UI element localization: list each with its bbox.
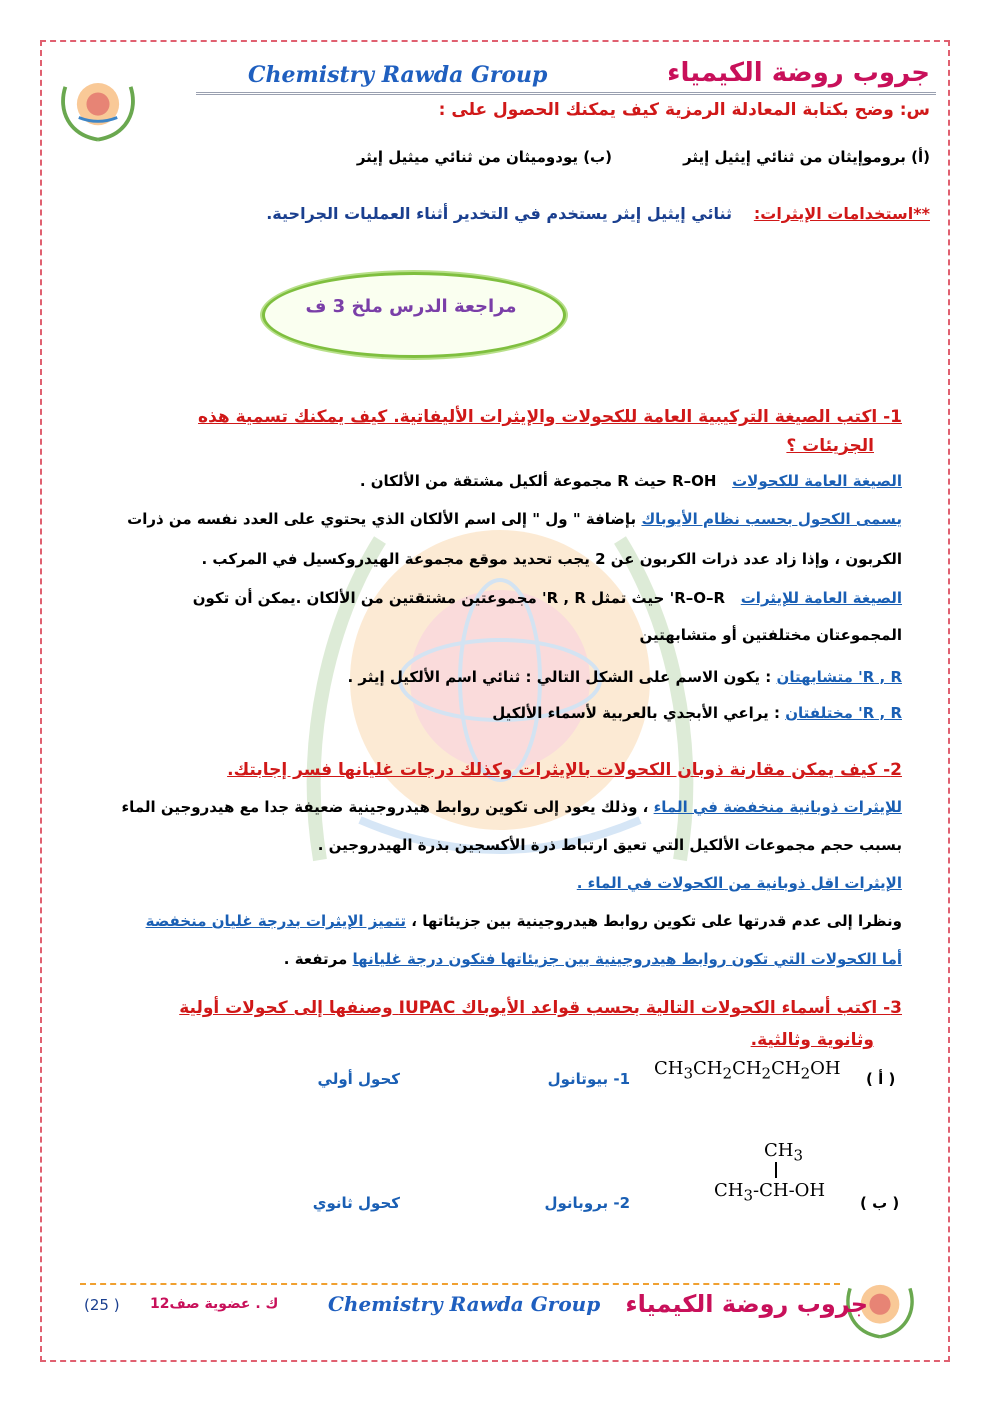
footer-course: ك . عضوية صف12	[150, 1296, 279, 1312]
q2-p2-text: الإيثرات اقل ذوبانية من الكحولات في الماء .	[576, 874, 902, 892]
q2-title: 2- كيف يمكن مقارنة ذوبان الكحولات بالإيثرات وكذلك درجات غليانها فسر إجابتك.	[227, 760, 902, 780]
q3-b-name: 2- بروبانول	[544, 1194, 630, 1212]
uses-text: ثنائي إيثيل إيثر يستخدم في التخدير أثناء العمليات الجراحية.	[266, 204, 732, 223]
footer-brand-ar: جروب روضة الكيمياء	[625, 1290, 868, 1318]
header-question: س: وضح بكتابة المعادلة الرمزية كيف يمكنك الحصول على :	[438, 100, 930, 120]
q3-title: 3- اكتب أسماء الكحولات التالية بحسب قواعد الأيوباك IUPAC وصنفها إلى كحولات أولية	[179, 998, 902, 1018]
naming-text: بإضافة " ول " إلى اسم الألكان الذي يحتوي على العدد نفسه من ذرات	[127, 510, 637, 528]
q3-b-ch3-top: $CH_3$	[764, 1140, 804, 1165]
ether-formula: R–O–R'	[669, 589, 726, 607]
same-groups-label: R , R' متشابهتان	[776, 668, 902, 686]
header-brand-en: Chemistry Rawda Group	[248, 62, 548, 88]
group-logo-icon	[50, 58, 146, 154]
q1-naming-line	[96, 510, 902, 528]
q2-p4-link: أما الكحولات التي تكون روابط هيدروجينية بين جزيئاتها فتكون درجة غليانها	[352, 950, 902, 968]
q2-p1	[96, 798, 902, 816]
q3-a-class: كحول أولي	[317, 1070, 400, 1088]
q1-title: 1- اكتب الصيغة التركيبية العامة للكحولات والإيثرات الأليفاتية. كيف يمكنك تسمية هذه	[198, 407, 902, 427]
q2-p3-link: تتميز الإيثرات بدرجة غليان منخفضة	[145, 912, 407, 930]
q1-alcohol-line	[96, 472, 902, 490]
q2-p1-line2: بسبب حجم مجموعات الألكيل التي تعيق ارتباط ذرة الأكسجين بذرة الهيدروجين .	[317, 836, 902, 854]
alcohol-formula-label: الصيغة العامة للكحولات	[732, 472, 902, 490]
ether-formula-label: الصيغة العامة للإيثرات	[740, 589, 902, 607]
diff-groups-text: : يراعي الأبجدي بالعربية لأسماء الألكيل	[492, 704, 780, 722]
footer-divider	[80, 1283, 840, 1285]
naming-label: يسمى الكحول بحسب نظام الأيوباك	[641, 510, 902, 528]
q1-title-cont: الجزيئات ؟	[786, 436, 874, 456]
q2-p1-text: ، وذلك يعود إلى تكوين روابط هيدروجينية ضعيفة جدا مع هيدروجين الماء	[121, 798, 649, 816]
q3-a-name: 1- بيوتانول	[547, 1070, 630, 1088]
q3-b-class: كحول ثانوي	[312, 1194, 400, 1212]
q3-title-cont: وثانوية وثالثية.	[750, 1030, 874, 1050]
header-divider	[196, 92, 936, 95]
q2-p4-text: مرتفعة .	[283, 950, 348, 968]
q2-p4	[96, 950, 902, 968]
q1-ether-line	[96, 589, 902, 607]
page-number: (25 )	[84, 1296, 120, 1314]
alcohol-formula: R–OH	[672, 472, 717, 490]
q3-a-formula: $CH_3CH_2CH_2CH_2OH$	[654, 1058, 841, 1083]
alcohol-formula-text: حيث R مجموعة ألكيل مشتقة من الألكان .	[359, 472, 667, 490]
review-title: مراجعة الدرس ملخ 3 ف	[305, 296, 517, 317]
footer-brand-en: Chemistry Rawda Group	[328, 1292, 601, 1316]
q3-b-tag: ( ب )	[860, 1194, 900, 1212]
q2-p1-label: للإيثرات ذوبانية منخفضة في الماء	[653, 798, 902, 816]
ether-formula-text: حيث تمثل R , R' مجموعتين مشتقتين من الألكان .يمكن أن تكون	[192, 589, 665, 607]
q3-b-formula: $CH_3-CH-OH$	[714, 1180, 826, 1205]
q2-p3-text: ونظرا إلى عدم قدرتها على تكوين روابط هيدروجينية بين جزيئاتها ،	[411, 912, 902, 930]
q1-naming-line2: الكربون ، وإذا زاد عدد ذرات الكربون عن 2 يجب تحديد موقع مجموعة الهيدروكسيل في المركب .	[201, 550, 902, 568]
item-a: (أ) بروموإيثان من ثنائي إيثيل إيثر	[683, 148, 930, 166]
q1-same-line	[96, 668, 902, 686]
q1-diff-line	[96, 704, 902, 722]
q3-a-tag: ( أ )	[866, 1070, 896, 1088]
q1-ether-line2: المجموعتان مختلفتين أو متشابهتين	[639, 626, 902, 644]
q3-b-bond	[775, 1162, 777, 1178]
q2-p2	[96, 874, 902, 892]
same-groups-text: : يكون الاسم على الشكل التالي : ثنائي اسم الألكيل إيثر .	[347, 668, 772, 686]
uses-label: **استخدامات الإيثرات:	[753, 204, 930, 223]
header-brand-ar: جروب روضة الكيمياء	[667, 58, 930, 88]
diff-groups-label: R , R' مختلفتان	[785, 704, 902, 722]
q2-p3	[96, 912, 902, 930]
item-b: (ب) يودوميثان من ثنائي ميثيل إيثر	[356, 148, 612, 166]
